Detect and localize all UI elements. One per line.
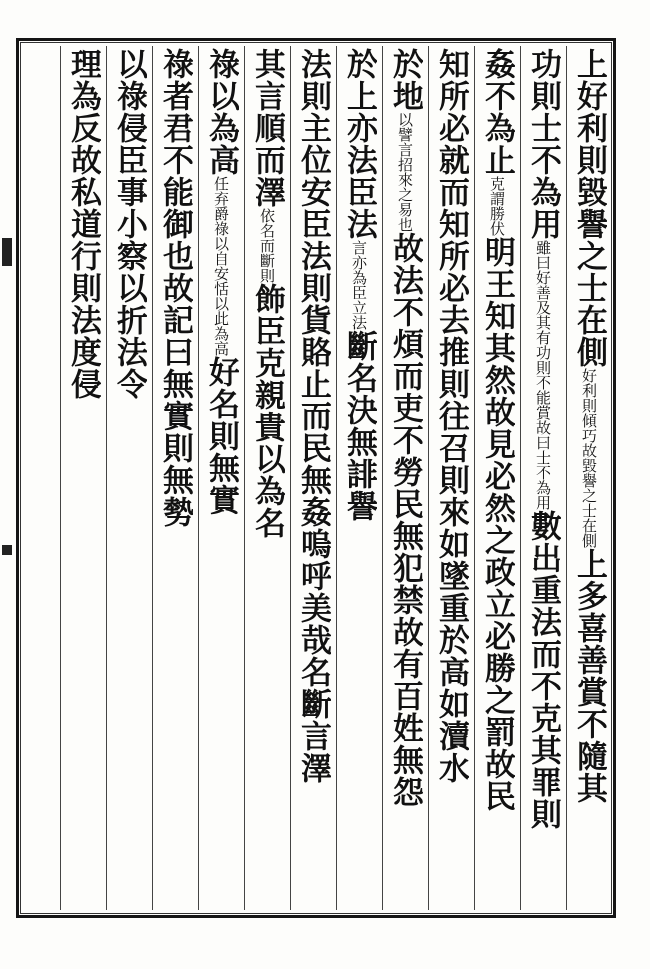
binding-edge-mark [2,238,12,266]
text-column: 於上亦法臣法言亦為臣立法斷名決無誹譽 [336,46,380,910]
binding-edge-mark [2,545,12,555]
text-column: 知所必就而知所必去推則往召則來如墜重於高如瀆水 [428,46,472,910]
text-column: 其言順而澤依名而斷則飾臣克親貴以為名 [244,46,288,910]
text-column: 以祿侵臣事小察以折法令 [106,46,150,910]
text-column: 姦不為止克謂勝伏明王知其然故見必然之政立必勝之罰故民 [474,46,518,910]
text-column: 上好利則毀譽之士在側好利則傾巧故毀譽之士在側上多喜善賞不隨其 [566,46,610,910]
text-column: 法則主位安臣法則貨賂止而民無姦嗚呼美哉名斷言澤 [290,46,334,910]
text-column: 理為反故私道行則法度侵 [60,46,104,910]
text-column: 祿以為高任弃爵祿以自安恬以此為高好名則無實 [198,46,242,910]
text-column: 祿者君不能御也故記曰無實則無勢 [152,46,196,910]
text-column: 功則士不為用雖曰好善及其有功則不能賞故曰士不為用數出重法而不克其罪則 [520,46,564,910]
text-column: 於地以譬言招來之易也故法不煩而吏不勞民無犯禁故有百姓無怨 [382,46,426,910]
